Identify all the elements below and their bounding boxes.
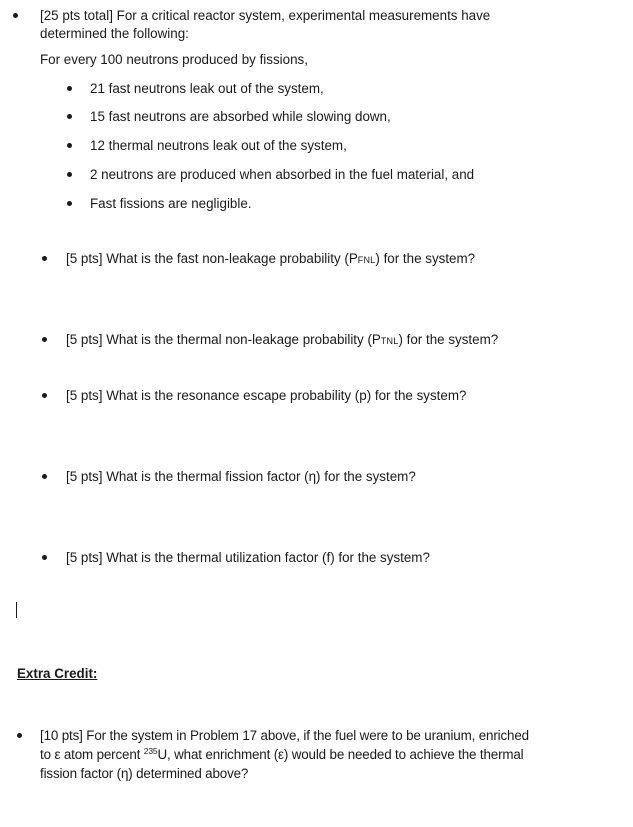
- fact-item: 21 fast neutrons leak out of the system,: [90, 81, 324, 96]
- list-bullet: [67, 172, 72, 177]
- text-cursor: [16, 602, 17, 618]
- question-fast-non-leakage: [66, 249, 475, 270]
- question-thermal-non-leakage: [66, 330, 498, 351]
- question-text: ) for the system?: [375, 251, 476, 266]
- question-text: ) for the system?: [398, 332, 499, 347]
- fact-item: Fast fissions are negligible.: [90, 196, 252, 211]
- question-resonance-escape: [5 pts] What is the resonance escape probability (p) for the system?: [66, 388, 467, 403]
- list-bullet: [42, 393, 47, 398]
- problem-subintro: For every 100 neutrons produced by fissions,: [40, 52, 308, 67]
- list-bullet: [67, 201, 72, 206]
- question-thermal-utilization: [5 pts] What is the thermal utilization factor (f) for the system?: [66, 550, 430, 565]
- extra-credit-heading: Extra Credit:: [17, 666, 98, 681]
- problem-intro-line-1: [25 pts total] For a critical reactor system, experimental measurements have: [40, 8, 491, 23]
- question-thermal-fission-factor: [5 pts] What is the thermal fission factor (η) for the system?: [66, 469, 416, 484]
- superscript-235: 235: [143, 746, 158, 756]
- list-bullet: [42, 474, 47, 479]
- list-bullet: [42, 337, 47, 342]
- list-bullet: [17, 733, 22, 738]
- list-bullet: [42, 555, 47, 560]
- fact-item: 15 fast neutrons are absorbed while slowing down,: [90, 109, 391, 124]
- list-bullet: [67, 114, 72, 119]
- extra-credit-text: to ε atom percent: [40, 747, 144, 762]
- list-bullet: [13, 13, 18, 18]
- fact-item: 2 neutrons are produced when absorbed in the fuel material, and: [90, 167, 475, 182]
- subscript-tnl: TNL: [380, 336, 399, 346]
- question-text: [5 pts] What is the thermal non-leakage probability (P: [66, 332, 381, 347]
- list-bullet: [67, 86, 72, 91]
- extra-credit-line-2: [40, 745, 524, 766]
- subscript-fnl: FNL: [357, 255, 376, 265]
- list-bullet: [42, 256, 47, 261]
- question-text: [5 pts] What is the fast non-leakage probability (P: [66, 251, 358, 266]
- fact-item: 12 thermal neutrons leak out of the system,: [90, 138, 347, 153]
- extra-credit-text: U, what enrichment (ε) would be needed to achieve the thermal: [157, 747, 524, 762]
- extra-credit-line-1: [10 pts] For the system in Problem 17 above, if the fuel were to be uranium, enriched: [40, 728, 529, 743]
- extra-credit-line-3: fission factor (η) determined above?: [40, 766, 249, 781]
- list-bullet: [67, 143, 72, 148]
- problem-intro-line-2: determined the following:: [40, 26, 189, 41]
